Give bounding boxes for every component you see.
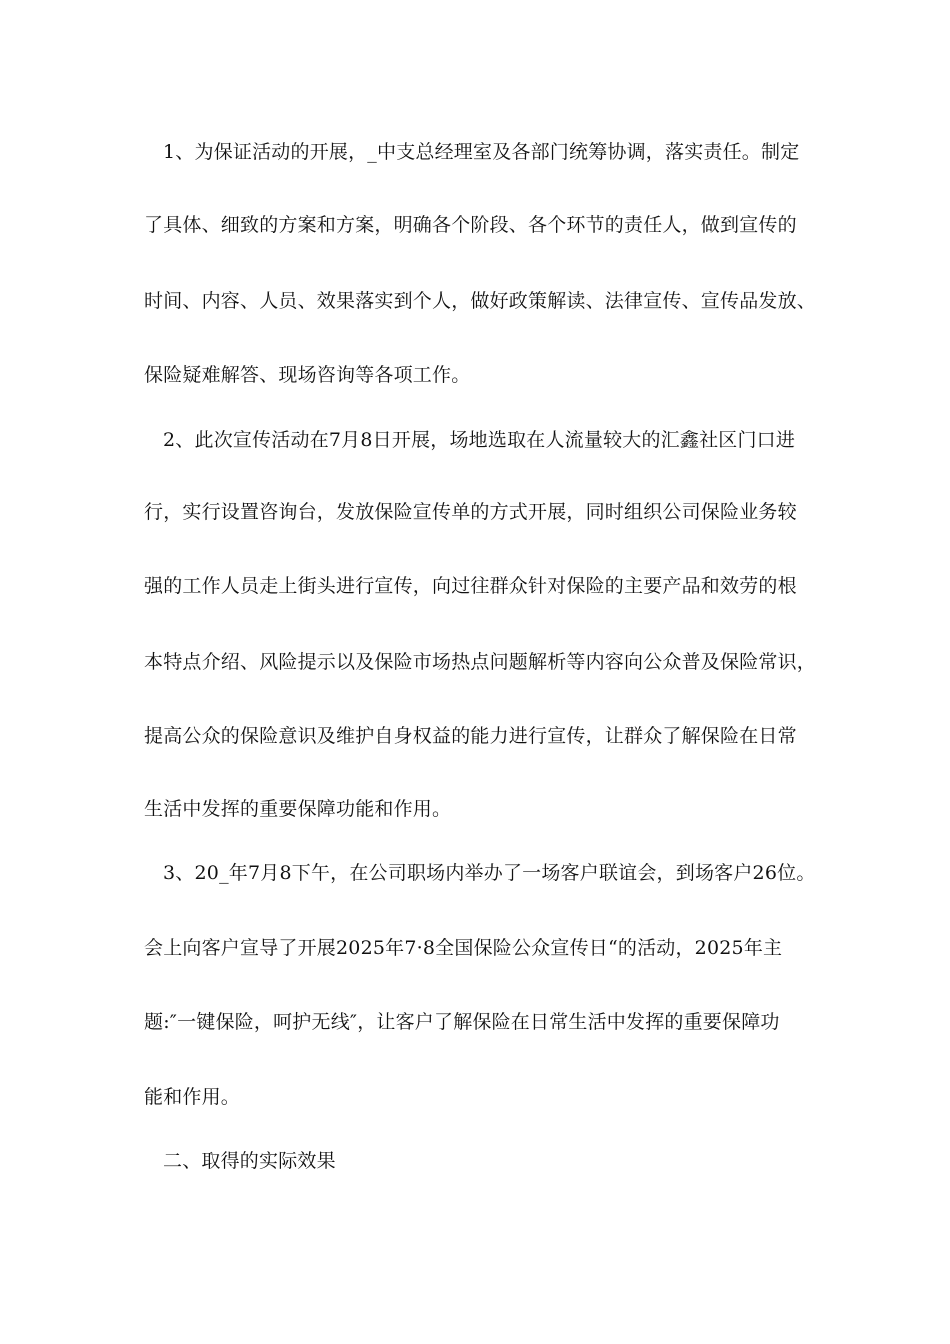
paragraph-2-line-1: 2、此次宣传活动在7月8日开展，场地选取在人流量较大的汇鑫社区门口进: [163, 429, 796, 451]
paragraph-2-line-4: 本特点介绍、风险提示以及保险市场热点问题解析等内容向公众普及保险常识，: [144, 651, 817, 673]
paragraph-1-line-4: 保险疑难解答、现场咨询等各项工作。: [144, 364, 471, 386]
paragraph-3-line-3: 题:″一键保险，呵护无线″，让客户了解保险在日常生活中发挥的重要保障功: [144, 1011, 780, 1033]
paragraph-3-line-4: 能和作用。: [144, 1086, 241, 1108]
paragraph-3-line-1: 3、20_年7月8下午，在公司职场内举办了一场客户联谊会，到场客户26位。: [163, 862, 816, 884]
paragraph-1-line-2: 了具体、细致的方案和方案，明确各个阶段、各个环节的责任人，做到宣传的: [144, 214, 797, 236]
section-heading: 二、取得的实际效果: [163, 1150, 336, 1172]
paragraph-2-line-5: 提高公众的保险意识及维护自身权益的能力进行宣传，让群众了解保险在日常: [144, 725, 797, 747]
paragraph-1-line-3: 时间、内容、人员、效果落实到个人，做好政策解读、法律宣传、宣传品发放、: [144, 290, 817, 312]
paragraph-1-line-1: 1、为保证活动的开展，_中支总经理室及各部门统筹协调，落实责任。制定: [163, 141, 800, 163]
paragraph-2-line-3: 强的工作人员走上街头进行宣传，向过往群众针对保险的主要产品和效劳的根: [144, 575, 797, 597]
paragraph-3-line-2: 会上向客户宣导了开展2025年7·8全国保险公众宣传日“的活动，2025年主: [144, 937, 783, 959]
paragraph-2-line-6: 生活中发挥的重要保障功能和作用。: [144, 798, 452, 820]
paragraph-2-line-2: 行，实行设置咨询台，发放保险宣传单的方式开展，同时组织公司保险业务较: [144, 501, 797, 523]
